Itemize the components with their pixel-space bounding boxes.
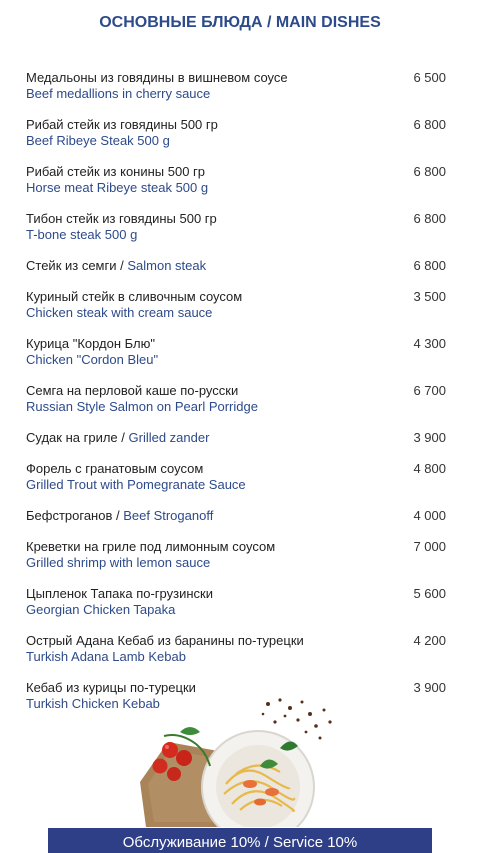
- dish-name-line: [26, 430, 446, 446]
- dish-name-en: Salmon steak: [127, 258, 207, 273]
- dish-name-ru: Курица "Кордон Блю": [26, 336, 155, 351]
- dish-price: 6 800: [413, 258, 446, 273]
- dish-name-ru: Рибай стейк из говядины 500 гр: [26, 117, 218, 132]
- dish-name-ru: Бефстроганов: [26, 508, 113, 523]
- dish-name-en: Russian Style Salmon on Pearl Porridge: [26, 399, 258, 414]
- dish-name-ru: Медальоны из говядины в вишневом соусе: [26, 70, 288, 85]
- menu-item: [26, 164, 446, 196]
- service-charge-banner: Обслуживание 10% / Service 10%: [48, 828, 432, 853]
- dish-price: 6 800: [413, 211, 446, 226]
- dish-name-en: Grilled shrimp with lemon sauce: [26, 555, 211, 570]
- menu-item: [26, 461, 446, 493]
- menu-item: [26, 289, 446, 321]
- dish-name-en: Chicken "Cordon Bleu": [26, 352, 159, 367]
- dish-price: 4 800: [413, 461, 446, 476]
- dish-price: 6 800: [413, 117, 446, 132]
- menu-item: [26, 211, 446, 243]
- dish-name-ru: Острый Адана Кебаб из баранины по-турецки: [26, 633, 304, 648]
- dish-name-ru: Цыпленок Тапака по-грузински: [26, 586, 213, 601]
- dish-name-en: Beef medallions in cherry sauce: [26, 86, 211, 101]
- name-separator: /: [112, 508, 124, 523]
- dish-price: 3 900: [413, 430, 446, 445]
- menu-item: [26, 383, 446, 415]
- menu-item: [26, 70, 446, 102]
- dish-price: 5 600: [413, 586, 446, 601]
- menu-item: [26, 117, 446, 149]
- dish-name-en: Georgian Chicken Tapaka: [26, 602, 176, 617]
- menu-item: [26, 258, 446, 274]
- name-separator: /: [116, 258, 128, 273]
- dish-name-en: Grilled Trout with Pomegranate Sauce: [26, 477, 246, 492]
- menu-item: [26, 586, 446, 618]
- dish-name-en: Grilled zander: [128, 430, 210, 445]
- dish-name-ru: Судак на гриле: [26, 430, 118, 445]
- dish-name-en: Turkish Chicken Kebab: [26, 696, 160, 711]
- dish-name-ru: Куриный стейк в сливочным соусом: [26, 289, 243, 304]
- dish-price: 4 200: [413, 633, 446, 648]
- dish-name-ru: Рибай стейк из конины 500 гр: [26, 164, 206, 179]
- dish-price: 6 500: [413, 70, 446, 85]
- dish-price: 7 000: [413, 539, 446, 554]
- dish-name-ru: Кебаб из курицы по-турецки: [26, 680, 196, 695]
- menu-item: [26, 430, 446, 446]
- dish-name-line: [26, 508, 446, 524]
- dish-name-ru: Семга на перловой каше по-русски: [26, 383, 239, 398]
- dish-price: 4 000: [413, 508, 446, 523]
- dish-name-en: Beef Stroganoff: [123, 508, 214, 523]
- dish-name-en: Beef Ribeye Steak 500 g: [26, 133, 170, 148]
- dish-price: 6 800: [413, 164, 446, 179]
- page-title: ОСНОВНЫЕ БЛЮДА / MAIN DISHES: [99, 14, 381, 31]
- dish-price: 3 500: [413, 289, 446, 304]
- dish-name-ru: Стейк из семги: [26, 258, 117, 273]
- dish-price: 3 900: [413, 680, 446, 695]
- dish-name-en: Chicken steak with cream sauce: [26, 305, 213, 320]
- dish-name-ru: Креветки на гриле под лимонным соусом: [26, 539, 276, 554]
- menu-item: [26, 539, 446, 571]
- dish-name-en: Turkish Adana Lamb Kebab: [26, 649, 186, 664]
- menu-item: [26, 508, 446, 524]
- dish-name-en: T-bone steak 500 g: [26, 227, 138, 242]
- menu-item: [26, 336, 446, 368]
- dish-price: 4 300: [413, 336, 446, 351]
- dish-name-ru: Форель с гранатовым соусом: [26, 461, 204, 476]
- name-separator: /: [117, 430, 129, 445]
- dish-name-en: Horse meat Ribeye steak 500 g: [26, 180, 209, 195]
- menu-item: [26, 633, 446, 665]
- dish-name-line: [26, 258, 446, 274]
- dish-price: 6 700: [413, 383, 446, 398]
- pasta-dish-image: [140, 692, 340, 827]
- dish-name-ru: Тибон стейк из говядины 500 гр: [26, 211, 217, 226]
